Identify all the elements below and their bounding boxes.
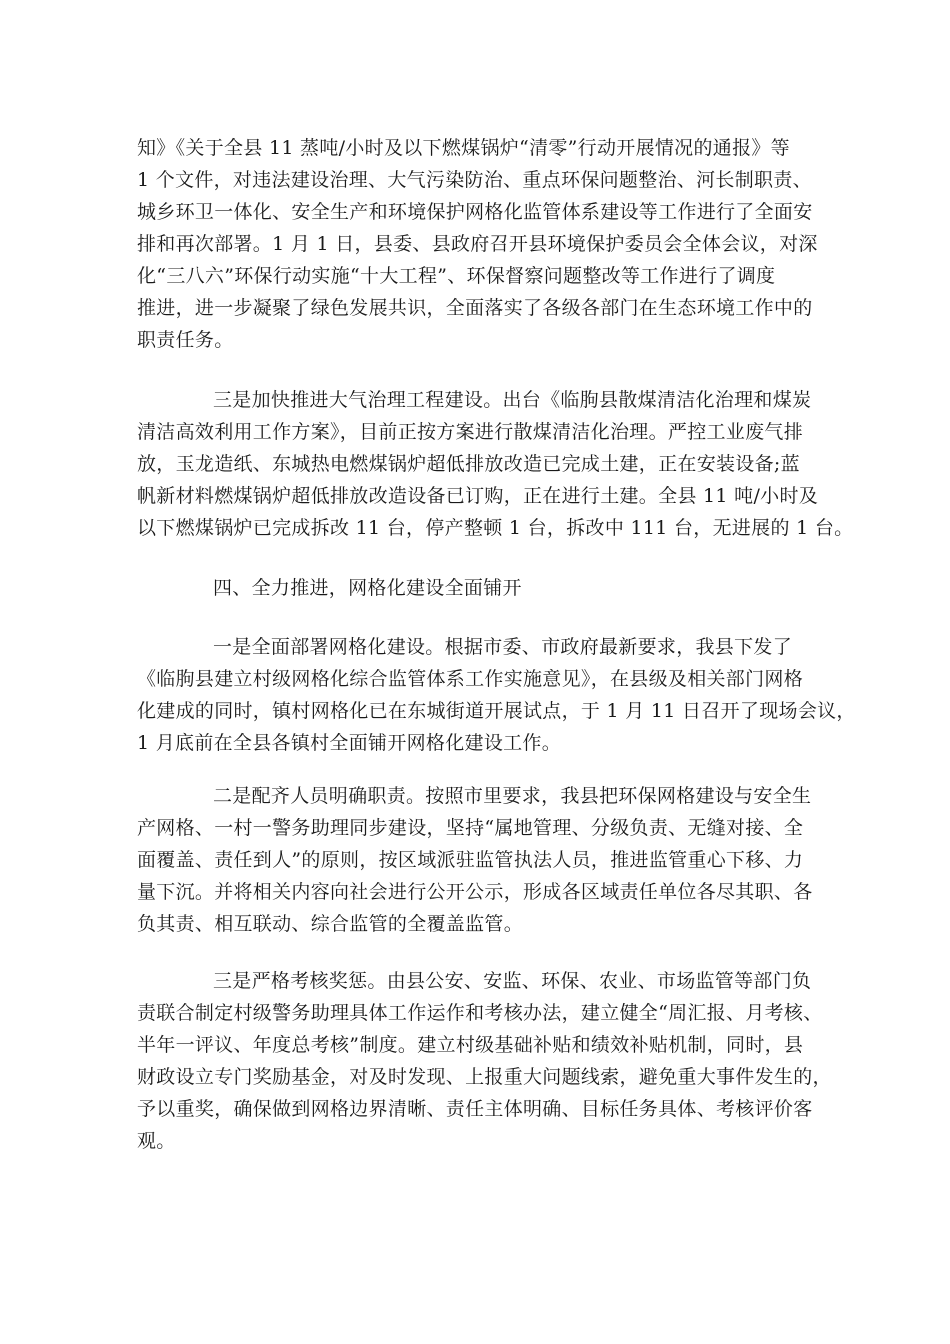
text-line: 帆新材料燃煤锅炉超低排放改造设备已订购，正在进行土建。全县 11 吨/小时及: [137, 485, 819, 507]
text-line: 半年一评议、年度总考核”制度。建立村级基础补贴和绩效补贴机制，同时，县: [137, 1034, 804, 1056]
text-line: 化建成的同时，镇村网格化已在东城街道开展试点，于 1 月 11 日召开了现场会议，: [137, 700, 856, 722]
paragraph-staffing: [137, 780, 837, 940]
paragraph-continuation: [137, 132, 837, 356]
text-line: 化“三八六”环保行动实施“十大工程”、环保督察问题整改等工作进行了调度: [137, 265, 776, 287]
text-line: 清洁高效利用工作方案》，目前正按方案进行散煤清洁化治理。严控工业废气排: [137, 421, 804, 443]
text-line: 观。: [137, 1130, 176, 1152]
text-line: 三是严格考核奖惩。由县公安、安监、环保、农业、市场监管等部门负: [213, 970, 812, 992]
section-heading-text: 四、全力推进，网格化建设全面铺开: [213, 577, 522, 599]
text-line: 量下沉。并将相关内容向社会进行公开公示，形成各区域责任单位各尽其职、各: [137, 881, 813, 903]
text-line: 面覆盖、责任到人”的原则，按区域派驻监管执法人员，推进监管重心下移、力: [137, 849, 804, 871]
text-line: 负其责、相互联动、综合监管的全覆盖监管。: [137, 913, 524, 935]
paragraph-assessment: [137, 965, 837, 1157]
text-line: 予以重奖，确保做到网格边界清晰、责任主体明确、目标任务具体、考核评价客: [137, 1098, 813, 1120]
paragraph-air-governance: [137, 384, 854, 544]
text-line: 财政设立专门奖励基金，对及时发现、上报重大问题线索，避免重大事件发生的，: [137, 1066, 832, 1088]
text-line: 产网格、一村一警务助理同步建设，坚持“属地管理、分级负责、无缝对接、全: [137, 817, 804, 839]
text-line: 一是全面部署网格化建设。根据市委、市政府最新要求，我县下发了: [213, 636, 793, 658]
text-line: 排和再次部署。1 月 1 日，县委、县政府召开县环境保护委员会全体会议，对深: [137, 233, 818, 255]
text-line: 推进，进一步凝聚了绿色发展共识，全面落实了各级各部门在生态环境工作中的: [137, 297, 813, 319]
text-line: 放，玉龙造纸、东城热电燃煤锅炉超低排放改造已完成土建，正在安装设备;蓝: [137, 453, 800, 475]
paragraph-grid-deployment: [137, 631, 856, 759]
text-line: 知》《关于全县 11 蒸吨/小时及以下燃煤锅炉“清零”行动开展情况的通报》等: [137, 137, 790, 159]
text-line: 《临朐县建立村级网格化综合监管体系工作实施意见》，在县级及相关部门网格: [137, 668, 804, 690]
text-line: 以下燃煤锅炉已完成拆改 11 台，停产整顿 1 台，拆改中 111 台，无进展的 1 台。: [137, 517, 854, 539]
text-line: 城乡环卫一体化、安全生产和环境保护网格化监管体系建设等工作进行了全面安: [137, 201, 813, 223]
text-line: 1 个文件，对违法建设治理、大气污染防治、重点环保问题整治、河长制职责、: [137, 169, 812, 191]
text-line: 1 月底前在全县各镇村全面铺开网格化建设工作。: [137, 732, 562, 754]
text-line: 二是配齐人员明确职责。按照市里要求，我县把环保网格建设与安全生: [213, 785, 812, 807]
text-line: 职责任务。: [137, 329, 234, 351]
section-heading: [137, 572, 837, 604]
text-line: 三是加快推进大气治理工程建设。出台《临朐县散煤清洁化治理和煤炭: [213, 389, 812, 411]
text-line: 责联合制定村级警务助理具体工作运作和考核办法，建立健全“周汇报、月考核、: [137, 1002, 823, 1024]
